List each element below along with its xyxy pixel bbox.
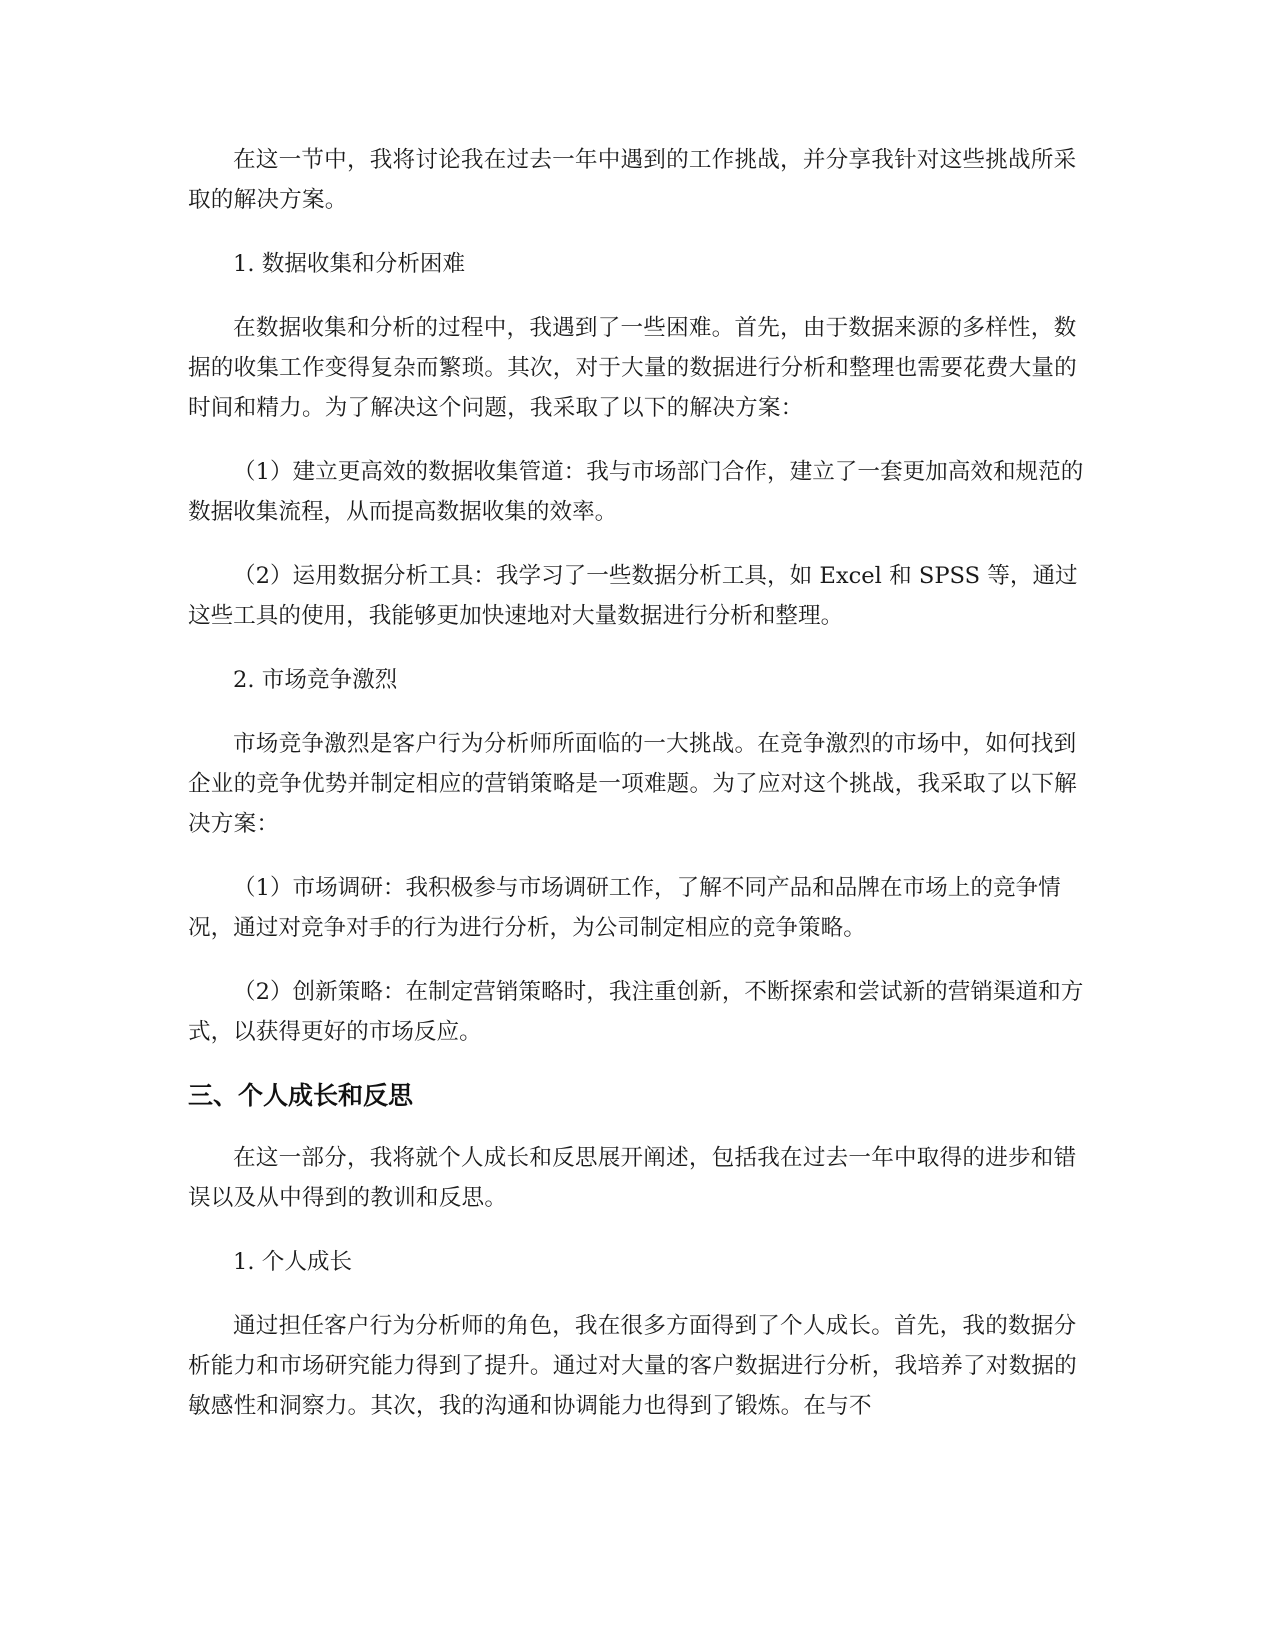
challenge2-title: 2. 市场竞争激烈	[233, 667, 398, 693]
intro-paragraph: 在这一节中，我将讨论我在过去一年中遇到的工作挑战，并分享我针对这些挑战所采取的解决方案。	[188, 147, 1077, 213]
challenge1-solution1: （1）建立更高效的数据收集管道：我与市场部门合作，建立了一套更加高效和规范的数据收集流程，从而提高数据收集的效率。	[188, 459, 1084, 525]
challenge1-description: 在数据收集和分析的过程中，我遇到了一些困难。首先，由于数据来源的多样性，数据的收集工作变得复杂而繁琐。其次，对于大量的数据进行分析和整理也需要花费大量的时间和精力。为了解决这个问题，我采取了以下的解决方案：	[188, 315, 1077, 421]
challenge2-description: 市场竞争激烈是客户行为分析师所面临的一大挑战。在竞争激烈的市场中，如何找到企业的竞争优势并制定相应的营销策略是一项难题。为了应对这个挑战，我采取了以下解决方案：	[188, 731, 1077, 837]
challenge2-solution2: （2）创新策略：在制定营销策略时，我注重创新，不断探索和尝试新的营销渠道和方式，以获得更好的市场反应。	[188, 979, 1084, 1045]
document-body	[188, 140, 1088, 1426]
section3-intro: 在这一部分，我将就个人成长和反思展开阐述，包括我在过去一年中取得的进步和错误以及从中得到的教训和反思。	[188, 1145, 1077, 1211]
growth-text: 通过担任客户行为分析师的角色，我在很多方面得到了个人成长。首先，我的数据分析能力和市场研究能力得到了提升。通过对大量的客户数据进行分析，我培养了对数据的敏感性和洞察力。其次，我的沟通和协调能力也得到了锻炼。在与不	[188, 1313, 1077, 1419]
challenge1-solution2: （2）运用数据分析工具：我学习了一些数据分析工具，如 Excel 和 SPSS 等，通过这些工具的使用，我能够更加快速地对大量数据进行分析和整理。	[188, 563, 1078, 629]
challenge2-solution1: （1）市场调研：我积极参与市场调研工作，了解不同产品和品牌在市场上的竞争情况，通过对竞争对手的行为进行分析，为公司制定相应的竞争策略。	[188, 875, 1061, 941]
section3-heading: 三、个人成长和反思	[188, 1081, 414, 1110]
growth-title: 1. 个人成长	[233, 1249, 353, 1275]
challenge1-title: 1. 数据收集和分析困难	[233, 251, 466, 277]
